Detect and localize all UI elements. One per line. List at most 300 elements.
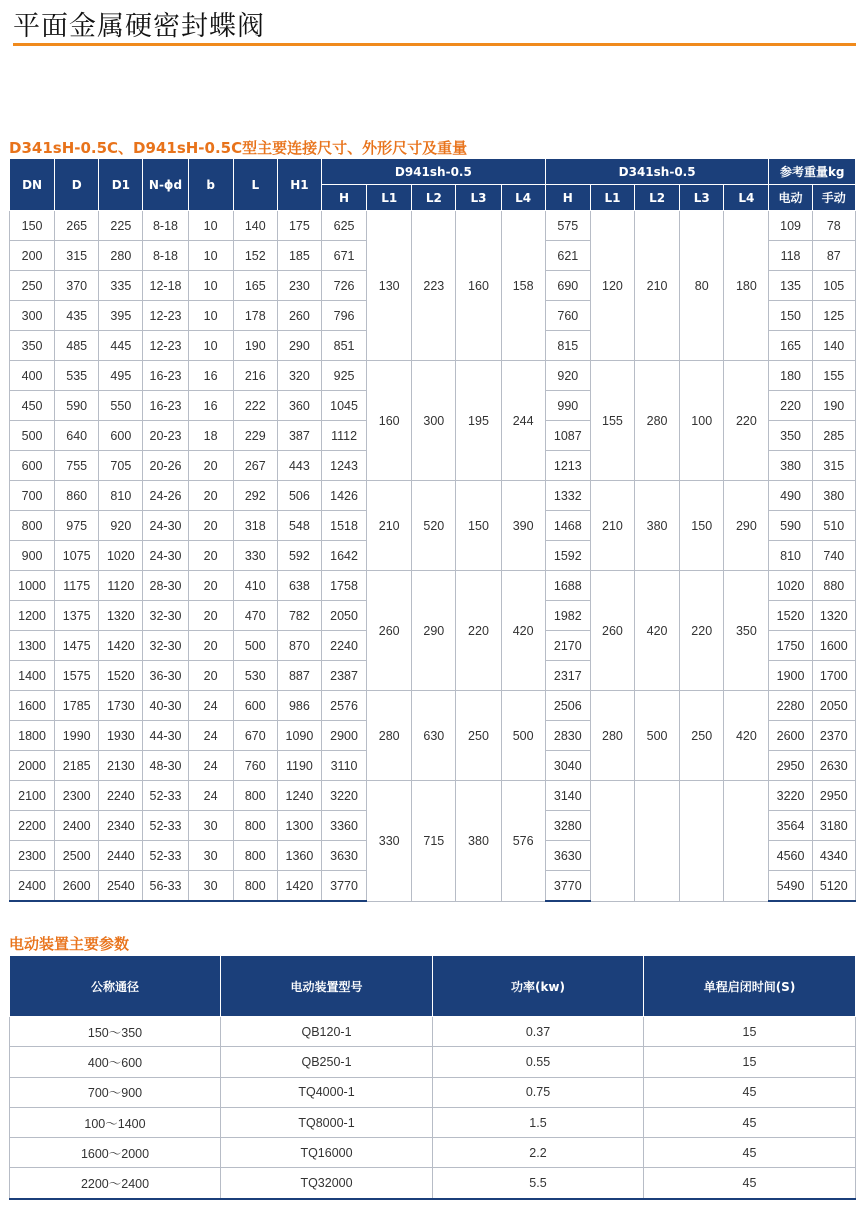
- cell-d941-h: 3110: [321, 751, 366, 781]
- cell-b: 30: [188, 871, 233, 902]
- cell-l: 800: [233, 871, 277, 902]
- cell-b: 16: [188, 391, 233, 421]
- cell-weight-manual: 315: [812, 451, 855, 481]
- cell-dn: 2000: [10, 751, 55, 781]
- cell-d941-h: 2387: [321, 661, 366, 691]
- cell-d941-l3: 195: [456, 361, 501, 481]
- cell-d: 265: [55, 211, 99, 241]
- cell-d941-l3: 250: [456, 691, 501, 781]
- cell-d941-h: 1758: [321, 571, 366, 601]
- cell-h1: 1190: [277, 751, 321, 781]
- cell-weight-electric: 1020: [769, 571, 812, 601]
- cell-l: 470: [233, 601, 277, 631]
- cell-dn: 1000: [10, 571, 55, 601]
- cell-d: 1375: [55, 601, 99, 631]
- cell-h1: 887: [277, 661, 321, 691]
- cell-l: 216: [233, 361, 277, 391]
- cell-l: 267: [233, 451, 277, 481]
- cell-d941-h: 671: [321, 241, 366, 271]
- cell-weight-manual: 1320: [812, 601, 855, 631]
- cell-d1: 550: [99, 391, 143, 421]
- cell-d: 755: [55, 451, 99, 481]
- cell-d941-h: 2900: [321, 721, 366, 751]
- header-d341-l4: L4: [724, 185, 769, 211]
- cell-n-phi-d: 24-26: [143, 481, 188, 511]
- cell-d341-h: 575: [545, 211, 590, 241]
- cell-d941-l1: 130: [367, 211, 412, 361]
- cell-h1: 290: [277, 331, 321, 361]
- cell-weight-manual: 4340: [812, 841, 855, 871]
- cell-weight-electric: 1520: [769, 601, 812, 631]
- cell-d941-l1: 280: [367, 691, 412, 781]
- cell-dn: 1300: [10, 631, 55, 661]
- cell-d941-h: 3770: [321, 871, 366, 902]
- cell-d1: 810: [99, 481, 143, 511]
- cell-d1: 1420: [99, 631, 143, 661]
- cell-h1: 506: [277, 481, 321, 511]
- cell-d341-l3: [680, 781, 724, 902]
- cell-h1: 548: [277, 511, 321, 541]
- header-actuator-model: 电动装置型号: [221, 956, 433, 1017]
- cell-b: 16: [188, 361, 233, 391]
- cell-l: 800: [233, 781, 277, 811]
- cell-h1: 185: [277, 241, 321, 271]
- cell-weight-manual: 105: [812, 271, 855, 301]
- motor-table-title: 电动装置主要参数: [9, 935, 130, 953]
- cell-d341-h: 2170: [545, 631, 590, 661]
- cell-d341-h: 760: [545, 301, 590, 331]
- cell-b: 10: [188, 271, 233, 301]
- header-d941-h: H: [321, 185, 366, 211]
- cell-d1: 1730: [99, 691, 143, 721]
- cell-d341-h: 3140: [545, 781, 590, 811]
- cell-d341-l1: 260: [590, 571, 634, 691]
- cell-weight-manual: 2950: [812, 781, 855, 811]
- header-n-phi-d: N-ϕd: [143, 159, 188, 211]
- cell-b: 20: [188, 481, 233, 511]
- cell-dn: 350: [10, 331, 55, 361]
- cell-d341-l2: 380: [635, 481, 680, 571]
- cell-d1: 2130: [99, 751, 143, 781]
- cell-n-phi-d: 20-23: [143, 421, 188, 451]
- header-operating-time: 单程启闭时间(S): [644, 956, 856, 1017]
- cell-h1: 360: [277, 391, 321, 421]
- cell-d941-h: 851: [321, 331, 366, 361]
- cell-d: 370: [55, 271, 99, 301]
- cell-d341-l2: 420: [635, 571, 680, 691]
- cell-d341-h: 1592: [545, 541, 590, 571]
- cell-d1: 600: [99, 421, 143, 451]
- cell-operating-time: 45: [644, 1077, 856, 1107]
- cell-d: 435: [55, 301, 99, 331]
- header-d941-l3: L3: [456, 185, 501, 211]
- cell-n-phi-d: 36-30: [143, 661, 188, 691]
- cell-d941-h: 1426: [321, 481, 366, 511]
- cell-d341-h: 3630: [545, 841, 590, 871]
- cell-d941-l3: 150: [456, 481, 501, 571]
- cell-d1: 2340: [99, 811, 143, 841]
- cell-d: 640: [55, 421, 99, 451]
- cell-d341-h: 1213: [545, 451, 590, 481]
- cell-l: 530: [233, 661, 277, 691]
- cell-weight-electric: 590: [769, 511, 812, 541]
- cell-operating-time: 15: [644, 1047, 856, 1077]
- cell-b: 24: [188, 691, 233, 721]
- cell-dn: 800: [10, 511, 55, 541]
- cell-weight-electric: 150: [769, 301, 812, 331]
- cell-power: 0.75: [433, 1077, 644, 1107]
- cell-d341-l3: 150: [680, 481, 724, 571]
- cell-d341-l4: 220: [724, 361, 769, 481]
- cell-d341-h: 2830: [545, 721, 590, 751]
- cell-d341-l4: 180: [724, 211, 769, 361]
- cell-weight-manual: 880: [812, 571, 855, 601]
- cell-dn: 1200: [10, 601, 55, 631]
- cell-d341-l1: 120: [590, 211, 634, 361]
- cell-b: 24: [188, 781, 233, 811]
- cell-operating-time: 45: [644, 1107, 856, 1137]
- cell-d1: 445: [99, 331, 143, 361]
- cell-h1: 870: [277, 631, 321, 661]
- cell-d941-h: 3360: [321, 811, 366, 841]
- cell-d1: 495: [99, 361, 143, 391]
- header-d941-l4: L4: [501, 185, 545, 211]
- cell-n-phi-d: 28-30: [143, 571, 188, 601]
- cell-b: 20: [188, 511, 233, 541]
- cell-h1: 1090: [277, 721, 321, 751]
- cell-d941-l2: 630: [412, 691, 456, 781]
- cell-l: 140: [233, 211, 277, 241]
- cell-b: 18: [188, 421, 233, 451]
- cell-d941-h: 1243: [321, 451, 366, 481]
- cell-d: 1990: [55, 721, 99, 751]
- cell-weight-manual: 140: [812, 331, 855, 361]
- cell-d1: 280: [99, 241, 143, 271]
- cell-l: 410: [233, 571, 277, 601]
- cell-n-phi-d: 52-33: [143, 811, 188, 841]
- cell-d941-h: 625: [321, 211, 366, 241]
- cell-d941-l2: 223: [412, 211, 456, 361]
- cell-nominal-diameter: 1600～2000: [10, 1138, 221, 1168]
- header-d341-l2: L2: [635, 185, 680, 211]
- cell-weight-electric: 380: [769, 451, 812, 481]
- cell-d941-l1: 330: [367, 781, 412, 902]
- cell-power: 2.2: [433, 1138, 644, 1168]
- cell-weight-electric: 810: [769, 541, 812, 571]
- header-d1: D1: [99, 159, 143, 211]
- cell-d341-h: 3770: [545, 871, 590, 902]
- cell-h1: 320: [277, 361, 321, 391]
- cell-n-phi-d: 12-23: [143, 301, 188, 331]
- cell-weight-manual: 380: [812, 481, 855, 511]
- cell-d941-l2: 290: [412, 571, 456, 691]
- cell-d941-h: 3220: [321, 781, 366, 811]
- cell-d: 485: [55, 331, 99, 361]
- cell-d941-l1: 260: [367, 571, 412, 691]
- cell-dn: 2100: [10, 781, 55, 811]
- cell-d341-l2: 500: [635, 691, 680, 781]
- cell-weight-manual: 2630: [812, 751, 855, 781]
- cell-weight-manual: 78: [812, 211, 855, 241]
- cell-weight-electric: 165: [769, 331, 812, 361]
- cell-weight-electric: 109: [769, 211, 812, 241]
- cell-weight-electric: 490: [769, 481, 812, 511]
- cell-weight-manual: 285: [812, 421, 855, 451]
- cell-l: 190: [233, 331, 277, 361]
- cell-d1: 920: [99, 511, 143, 541]
- table-row: [10, 361, 856, 391]
- cell-power: 0.37: [433, 1017, 644, 1047]
- cell-b: 20: [188, 451, 233, 481]
- cell-weight-electric: 5490: [769, 871, 812, 902]
- cell-dn: 2400: [10, 871, 55, 902]
- cell-dn: 150: [10, 211, 55, 241]
- cell-d341-l1: 155: [590, 361, 634, 481]
- cell-d: 2185: [55, 751, 99, 781]
- cell-b: 20: [188, 631, 233, 661]
- cell-d1: 225: [99, 211, 143, 241]
- cell-b: 24: [188, 721, 233, 751]
- header-group-weight: 参考重量kg: [769, 159, 856, 185]
- cell-weight-manual: 1600: [812, 631, 855, 661]
- cell-weight-electric: 180: [769, 361, 812, 391]
- cell-d341-l3: 100: [680, 361, 724, 481]
- cell-b: 24: [188, 751, 233, 781]
- header-h1: H1: [277, 159, 321, 211]
- cell-d: 1075: [55, 541, 99, 571]
- cell-b: 20: [188, 601, 233, 631]
- cell-h1: 1240: [277, 781, 321, 811]
- cell-d1: 335: [99, 271, 143, 301]
- cell-power: 5.5: [433, 1168, 644, 1199]
- cell-d341-h: 2506: [545, 691, 590, 721]
- cell-b: 10: [188, 331, 233, 361]
- cell-n-phi-d: 52-33: [143, 781, 188, 811]
- cell-dn: 900: [10, 541, 55, 571]
- cell-dn: 1600: [10, 691, 55, 721]
- cell-n-phi-d: 56-33: [143, 871, 188, 902]
- cell-d341-h: 1087: [545, 421, 590, 451]
- cell-l: 670: [233, 721, 277, 751]
- cell-d: 1785: [55, 691, 99, 721]
- table-row: [10, 571, 856, 601]
- cell-dn: 1400: [10, 661, 55, 691]
- cell-l: 330: [233, 541, 277, 571]
- cell-d941-l1: 160: [367, 361, 412, 481]
- cell-actuator-model: TQ16000: [221, 1138, 433, 1168]
- cell-n-phi-d: 24-30: [143, 511, 188, 541]
- cell-h1: 1300: [277, 811, 321, 841]
- cell-d: 590: [55, 391, 99, 421]
- cell-d941-h: 1642: [321, 541, 366, 571]
- cell-d1: 1520: [99, 661, 143, 691]
- cell-d941-l4: 390: [501, 481, 545, 571]
- cell-d341-l2: 210: [635, 211, 680, 361]
- cell-l: 600: [233, 691, 277, 721]
- cell-actuator-model: TQ4000-1: [221, 1077, 433, 1107]
- table-row: [10, 691, 856, 721]
- cell-l: 178: [233, 301, 277, 331]
- cell-weight-electric: 2280: [769, 691, 812, 721]
- cell-d941-l4: 500: [501, 691, 545, 781]
- header-d941-l1: L1: [367, 185, 412, 211]
- cell-weight-manual: 2370: [812, 721, 855, 751]
- cell-l: 500: [233, 631, 277, 661]
- cell-weight-manual: 155: [812, 361, 855, 391]
- cell-weight-manual: 3180: [812, 811, 855, 841]
- cell-d1: 705: [99, 451, 143, 481]
- cell-h1: 592: [277, 541, 321, 571]
- cell-d1: 2240: [99, 781, 143, 811]
- cell-d941-l4: 420: [501, 571, 545, 691]
- cell-b: 10: [188, 301, 233, 331]
- cell-weight-electric: 3220: [769, 781, 812, 811]
- cell-d341-l3: 250: [680, 691, 724, 781]
- dimension-table-body: [10, 211, 856, 902]
- cell-d341-l3: 220: [680, 571, 724, 691]
- title-divider: [13, 43, 856, 46]
- cell-weight-electric: 4560: [769, 841, 812, 871]
- cell-nominal-diameter: 150～350: [10, 1017, 221, 1047]
- cell-dn: 600: [10, 451, 55, 481]
- cell-n-phi-d: 12-23: [143, 331, 188, 361]
- cell-dn: 400: [10, 361, 55, 391]
- cell-weight-electric: 2600: [769, 721, 812, 751]
- table-row: [10, 1047, 856, 1077]
- cell-n-phi-d: 20-26: [143, 451, 188, 481]
- cell-n-phi-d: 40-30: [143, 691, 188, 721]
- cell-d: 860: [55, 481, 99, 511]
- cell-l: 229: [233, 421, 277, 451]
- cell-actuator-model: QB250-1: [221, 1047, 433, 1077]
- cell-n-phi-d: 44-30: [143, 721, 188, 751]
- cell-nominal-diameter: 2200～2400: [10, 1168, 221, 1199]
- cell-dn: 700: [10, 481, 55, 511]
- cell-d941-l1: 210: [367, 481, 412, 571]
- motor-table-body: [10, 1017, 856, 1199]
- cell-dn: 2300: [10, 841, 55, 871]
- table-row: [10, 211, 856, 241]
- cell-weight-manual: 87: [812, 241, 855, 271]
- cell-d341-h: 3280: [545, 811, 590, 841]
- cell-d341-h: 1468: [545, 511, 590, 541]
- page-title: 平面金属硬密封蝶阀: [13, 11, 265, 42]
- table-row: [10, 1138, 856, 1168]
- header-group-d941: D941sh-0.5: [321, 159, 545, 185]
- cell-d941-h: 3630: [321, 841, 366, 871]
- cell-weight-electric: 3564: [769, 811, 812, 841]
- cell-dn: 450: [10, 391, 55, 421]
- cell-d: 1475: [55, 631, 99, 661]
- cell-d1: 1120: [99, 571, 143, 601]
- cell-d341-l1: 280: [590, 691, 634, 781]
- cell-h1: 387: [277, 421, 321, 451]
- cell-n-phi-d: 48-30: [143, 751, 188, 781]
- cell-d941-h: 2240: [321, 631, 366, 661]
- cell-d: 2400: [55, 811, 99, 841]
- header-l: L: [233, 159, 277, 211]
- cell-d1: 1020: [99, 541, 143, 571]
- cell-weight-electric: 1900: [769, 661, 812, 691]
- cell-l: 165: [233, 271, 277, 301]
- cell-d341-l4: 420: [724, 691, 769, 781]
- cell-h1: 638: [277, 571, 321, 601]
- cell-b: 30: [188, 811, 233, 841]
- cell-n-phi-d: 16-23: [143, 361, 188, 391]
- cell-weight-electric: 220: [769, 391, 812, 421]
- cell-d341-h: 3040: [545, 751, 590, 781]
- cell-n-phi-d: 24-30: [143, 541, 188, 571]
- cell-n-phi-d: 32-30: [143, 631, 188, 661]
- header-d341-h: H: [545, 185, 590, 211]
- cell-d341-l3: 80: [680, 211, 724, 361]
- cell-b: 10: [188, 211, 233, 241]
- cell-power: 0.55: [433, 1047, 644, 1077]
- header-d941-l2: L2: [412, 185, 456, 211]
- cell-d941-l4: 244: [501, 361, 545, 481]
- cell-h1: 1420: [277, 871, 321, 902]
- cell-d341-l1: 210: [590, 481, 634, 571]
- cell-dn: 200: [10, 241, 55, 271]
- cell-nominal-diameter: 400～600: [10, 1047, 221, 1077]
- cell-l: 760: [233, 751, 277, 781]
- cell-d341-h: 621: [545, 241, 590, 271]
- cell-n-phi-d: 16-23: [143, 391, 188, 421]
- cell-d941-h: 2050: [321, 601, 366, 631]
- cell-weight-manual: 125: [812, 301, 855, 331]
- header-d: D: [55, 159, 99, 211]
- header-d341-l3: L3: [680, 185, 724, 211]
- cell-nominal-diameter: 100～1400: [10, 1107, 221, 1137]
- cell-d341-h: 920: [545, 361, 590, 391]
- cell-d1: 2440: [99, 841, 143, 871]
- cell-b: 20: [188, 571, 233, 601]
- cell-d941-h: 925: [321, 361, 366, 391]
- cell-weight-electric: 118: [769, 241, 812, 271]
- cell-d341-h: 2317: [545, 661, 590, 691]
- cell-h1: 443: [277, 451, 321, 481]
- cell-d341-h: 1688: [545, 571, 590, 601]
- table-row: [10, 481, 856, 511]
- cell-d341-l2: 280: [635, 361, 680, 481]
- cell-d1: 2540: [99, 871, 143, 902]
- motor-parameters-table: [9, 955, 856, 1200]
- cell-h1: 986: [277, 691, 321, 721]
- cell-weight-manual: 740: [812, 541, 855, 571]
- header-power: 功率(kw): [433, 956, 644, 1017]
- cell-d941-h: 1112: [321, 421, 366, 451]
- cell-weight-electric: 135: [769, 271, 812, 301]
- cell-d341-h: 815: [545, 331, 590, 361]
- cell-d1: 1930: [99, 721, 143, 751]
- cell-n-phi-d: 8-18: [143, 241, 188, 271]
- header-dn: DN: [10, 159, 55, 211]
- header-group-d341: D341sh-0.5: [545, 159, 769, 185]
- header-weight-manual: 手动: [812, 185, 855, 211]
- cell-d941-l4: 576: [501, 781, 545, 902]
- cell-operating-time: 15: [644, 1017, 856, 1047]
- cell-d941-l2: 520: [412, 481, 456, 571]
- header-weight-electric: 电动: [769, 185, 812, 211]
- cell-d941-l3: 220: [456, 571, 501, 691]
- cell-d: 535: [55, 361, 99, 391]
- cell-weight-manual: 510: [812, 511, 855, 541]
- cell-n-phi-d: 12-18: [143, 271, 188, 301]
- cell-d: 2600: [55, 871, 99, 902]
- cell-d941-l3: 160: [456, 211, 501, 361]
- cell-h1: 782: [277, 601, 321, 631]
- table-row: [10, 781, 856, 811]
